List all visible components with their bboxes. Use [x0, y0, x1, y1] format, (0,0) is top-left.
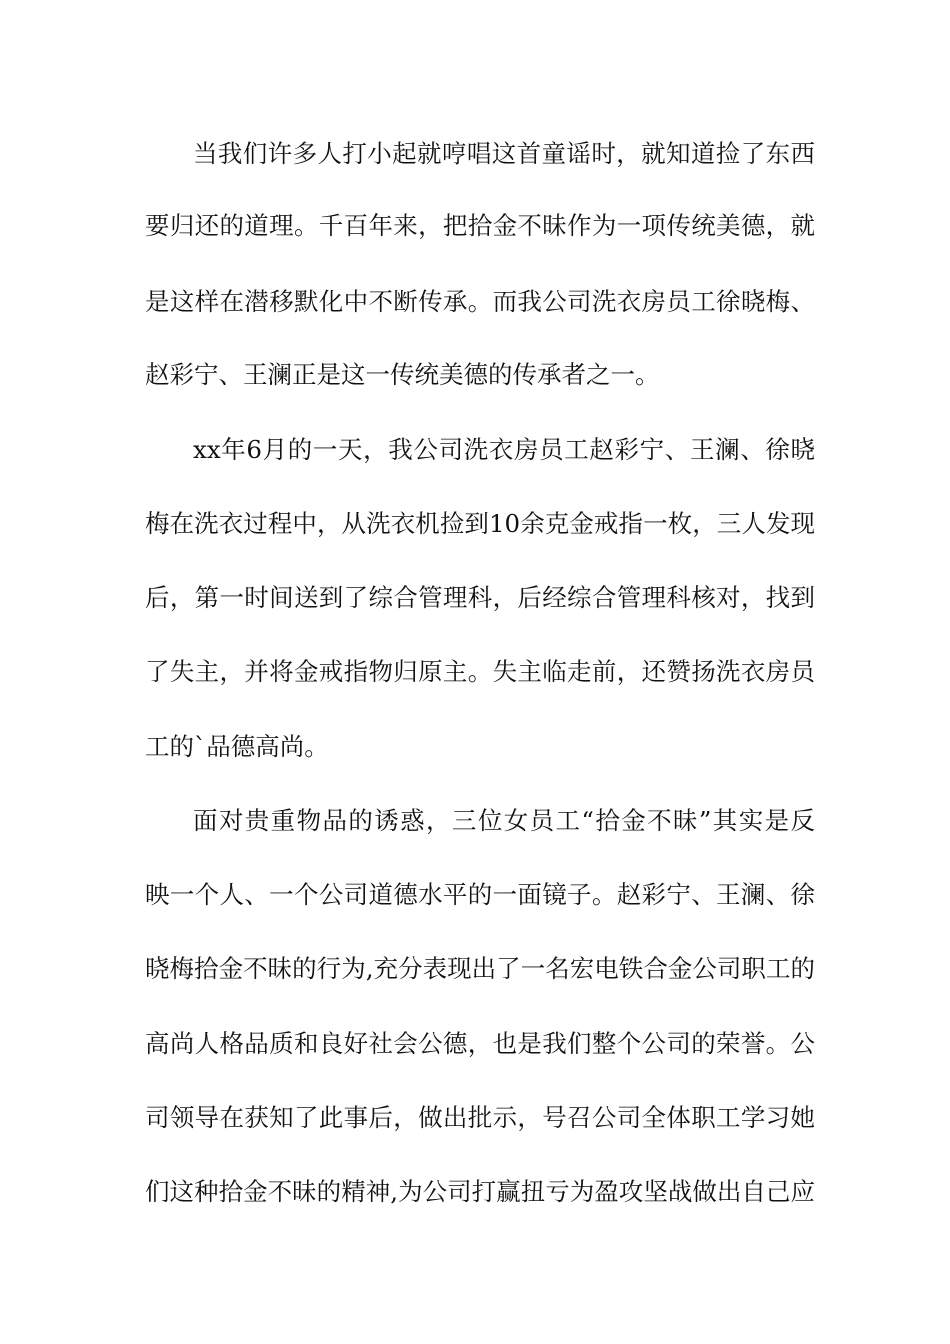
- paragraph-3-line-4: 高尚人格品质和良好社会公德，也是我们整个公司的荣誉。公: [145, 1029, 815, 1058]
- paragraph-1-line-2: 要归还的道理。千百年来，把拾金不昧作为一项传统美德，就: [145, 211, 815, 240]
- paragraph-3-line-3: 晓梅拾金不昧的行为,充分表现出了一名宏电铁合金公司职工的: [145, 954, 815, 983]
- paragraph-2-line-1: xx年6月的一天，我公司洗衣房员工赵彩宁、王澜、徐晓: [193, 435, 815, 464]
- paragraph-2-line-4: 了失主，并将金戒指物归原主。失主临走前，还赞扬洗衣房员: [145, 657, 815, 686]
- paragraph-3-line-1: 面对贵重物品的诱惑，三位女员工“拾金不昧”其实是反: [193, 806, 815, 835]
- paragraph-3-line-5: 司领导在获知了此事后，做出批示，号召公司全体职工学习她: [145, 1103, 815, 1132]
- paragraph-1-line-4: 赵彩宁、王澜正是这一传统美德的传承者之一。: [145, 360, 660, 389]
- paragraph-1-line-3: 是这样在潜移默化中不断传承。而我公司洗衣房员工徐晓梅、: [145, 287, 815, 316]
- paragraph-3-line-2: 映一个人、一个公司道德水平的一面镜子。赵彩宁、王澜、徐: [145, 880, 815, 909]
- paragraph-1-line-1: 当我们许多人打小起就哼唱这首童谣时，就知道捡了东西: [193, 139, 815, 168]
- paragraph-3-line-6: 们这种拾金不昧的精神,为公司打赢扭亏为盈攻坚战做出自己应: [145, 1177, 815, 1206]
- paragraph-2-line-2: 梅在洗衣过程中，从洗衣机捡到10余克金戒指一枚，三人发现: [145, 509, 815, 538]
- paragraph-2-line-5: 工的`品德高尚。: [145, 732, 329, 761]
- paragraph-2-line-3: 后，第一时间送到了综合管理科，后经综合管理科核对，找到: [145, 583, 815, 612]
